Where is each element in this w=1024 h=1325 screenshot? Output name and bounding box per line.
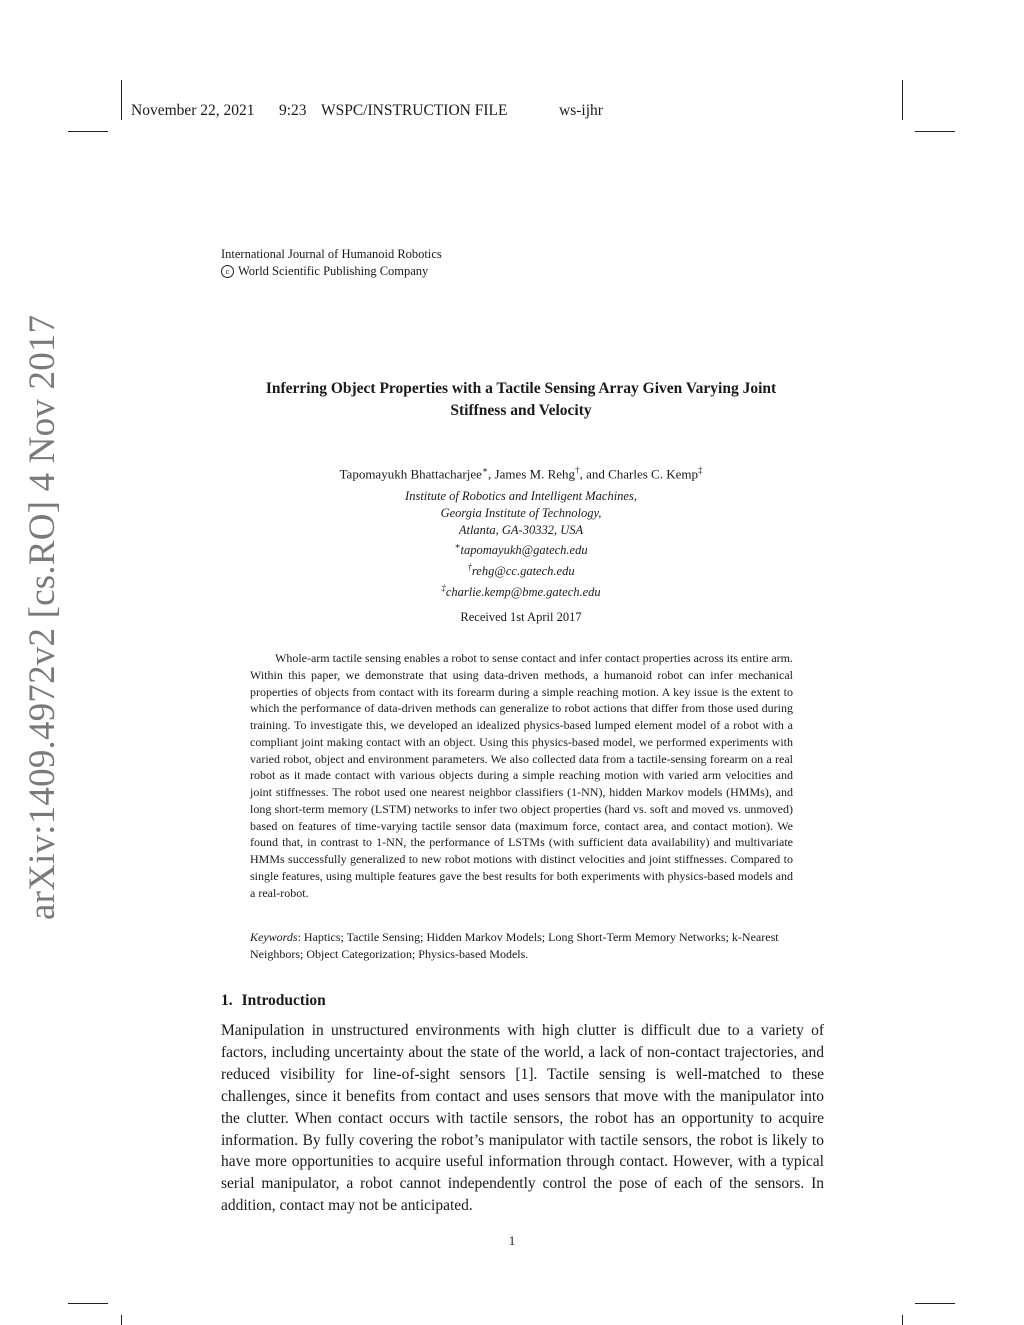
affiliation bbox=[221, 488, 821, 601]
title-line-1: Inferring Object Properties with a Tactile Sensing Array Given Varying Joint bbox=[265, 380, 777, 397]
running-head-time: 9:23 bbox=[279, 102, 307, 119]
affiliation-line-2: Georgia Institute of Technology, bbox=[440, 505, 602, 520]
author-1: Tapomayukh Bhattacharjee bbox=[339, 466, 482, 482]
author-2-mark: † bbox=[575, 465, 580, 475]
author-list bbox=[221, 465, 821, 482]
email-3-mark: ‡ bbox=[441, 583, 446, 594]
intro-paragraph: Manipulation in unstructured environments with high clutter is difficult due to a variety of factors, including uncertainty about the state of the world, a lack of non-contact trajectories, and reduced visibility for line-of-sight sensors [1]. Tactile sensing is well-matched to these challenges, since it benefits from contact and uses sensors that move with the manipulator into the clutter. When contact occurs with tactile sensors, the robot has an opportunity to acquire information. By fully covering the robot’s manipulator with tactile sensors, the robot is likely to have more opportunities to acquire useful information through contact. However, with a typical serial manipulator, a robot cannot independently control the pose of each of the sensors. In addition, contact may not be anticipated. bbox=[221, 1022, 824, 1215]
running-head bbox=[131, 102, 603, 120]
keywords-text: : Haptics; Tactile Sensing; Hidden Markov Models; Long Short-Term Memory Networks; k-Nearest Neighbors; Object Categorization; Physics-based Models. bbox=[250, 930, 779, 961]
section-title: Introduction bbox=[241, 992, 326, 1009]
journal-publisher-line bbox=[221, 263, 442, 280]
title-line-2: Stiffness and Velocity bbox=[450, 402, 592, 419]
keywords-label: Keywords bbox=[250, 930, 298, 944]
affiliation-line-1: Institute of Robotics and Intelligent Machines, bbox=[405, 489, 637, 503]
email-2-address: rehg@cc.gatech.edu bbox=[471, 564, 575, 579]
journal-info bbox=[221, 246, 442, 280]
crop-mark-top-left-vertical bbox=[121, 80, 122, 120]
crop-mark-bottom-right-vertical bbox=[902, 1315, 903, 1325]
author-3: , and Charles C. Kemp bbox=[579, 466, 698, 482]
keywords bbox=[250, 929, 795, 963]
received-date: Received 1st April 2017 bbox=[460, 610, 582, 624]
crop-mark-bottom-right-horizontal bbox=[915, 1303, 955, 1304]
section-number: 1. bbox=[221, 992, 233, 1009]
crop-mark-top-right-vertical bbox=[902, 80, 903, 120]
crop-mark-bottom-left-vertical bbox=[121, 1315, 122, 1325]
paper-title bbox=[221, 378, 821, 422]
author-2: , James M. Rehg bbox=[488, 466, 576, 482]
journal-name: International Journal of Humanoid Robotics bbox=[221, 247, 442, 261]
running-head-file: WSPC/INSTRUCTION FILE bbox=[321, 102, 508, 119]
journal-publisher: World Scientific Publishing Company bbox=[238, 264, 429, 278]
author-1-mark: ∗ bbox=[481, 465, 489, 475]
arxiv-stamp: arXiv:1409.4972v2 [cs.RO] 4 Nov 2017 bbox=[22, 314, 63, 920]
email-1-address: tapomayukh@gatech.edu bbox=[460, 543, 588, 558]
author-3-mark: ‡ bbox=[697, 465, 703, 475]
email-1-mark: ∗ bbox=[454, 541, 461, 552]
copyright-icon: c bbox=[221, 265, 234, 278]
email-1 bbox=[221, 538, 821, 559]
crop-mark-top-right-horizontal bbox=[915, 131, 955, 132]
section-heading bbox=[221, 992, 326, 1010]
email-3-address: charlie.kemp@bme.gatech.edu bbox=[445, 585, 601, 600]
email-2-mark: † bbox=[467, 562, 472, 573]
abstract: Whole-arm tactile sensing enables a robot to sense contact and infer contact properties across its entire arm. Within this paper, we demonstrate that using data-driven methods, a humanoid robot can infer mechanical properties of objects from contact with its forearm during a simple reaching motion. A key issue is the extent to which the performance of data-driven methods can generalize to robot actions that differ from those used during training. To investigate this, we developed an idealized physics-based lumped element model of a robot with a compliant joint making contact with an object. Using this physics-based model, we performed experiments with varied robot, object and environment parameters. We also collected data from a tactile-sensing forearm on a real robot as it made contact with various objects during a simple reaching motion with varied arm velocities and joint stiffnesses. The robot used one nearest neighbor classifiers (1-NN), hidden Markov models (HMMs), and long short-term memory (LSTM) networks to infer two object properties (hard vs. soft and moved vs. unmoved) based on features of time-varying tactile sensor data (maximum force, contact area, and contact motion). We found that, in contrast to 1-NN, the performance of LSTMs (with sufficient data availability) and multivariate HMMs successfully generalized to new robot motions with distinct velocities and joint stiffnesses. Compared to single features, using multiple features gave the best results for both experiments with physics-based models and a real-robot. bbox=[250, 651, 793, 900]
running-head-style: ws-ijhr bbox=[559, 102, 603, 119]
email-3 bbox=[221, 580, 821, 601]
crop-mark-top-left-horizontal bbox=[68, 131, 108, 132]
running-head-date: November 22, 2021 bbox=[131, 102, 255, 119]
affiliation-line-3: Atlanta, GA-30332, USA bbox=[458, 522, 584, 537]
email-2 bbox=[221, 559, 821, 580]
page-number: 1 bbox=[508, 1233, 516, 1248]
crop-mark-bottom-left-horizontal bbox=[68, 1303, 108, 1304]
